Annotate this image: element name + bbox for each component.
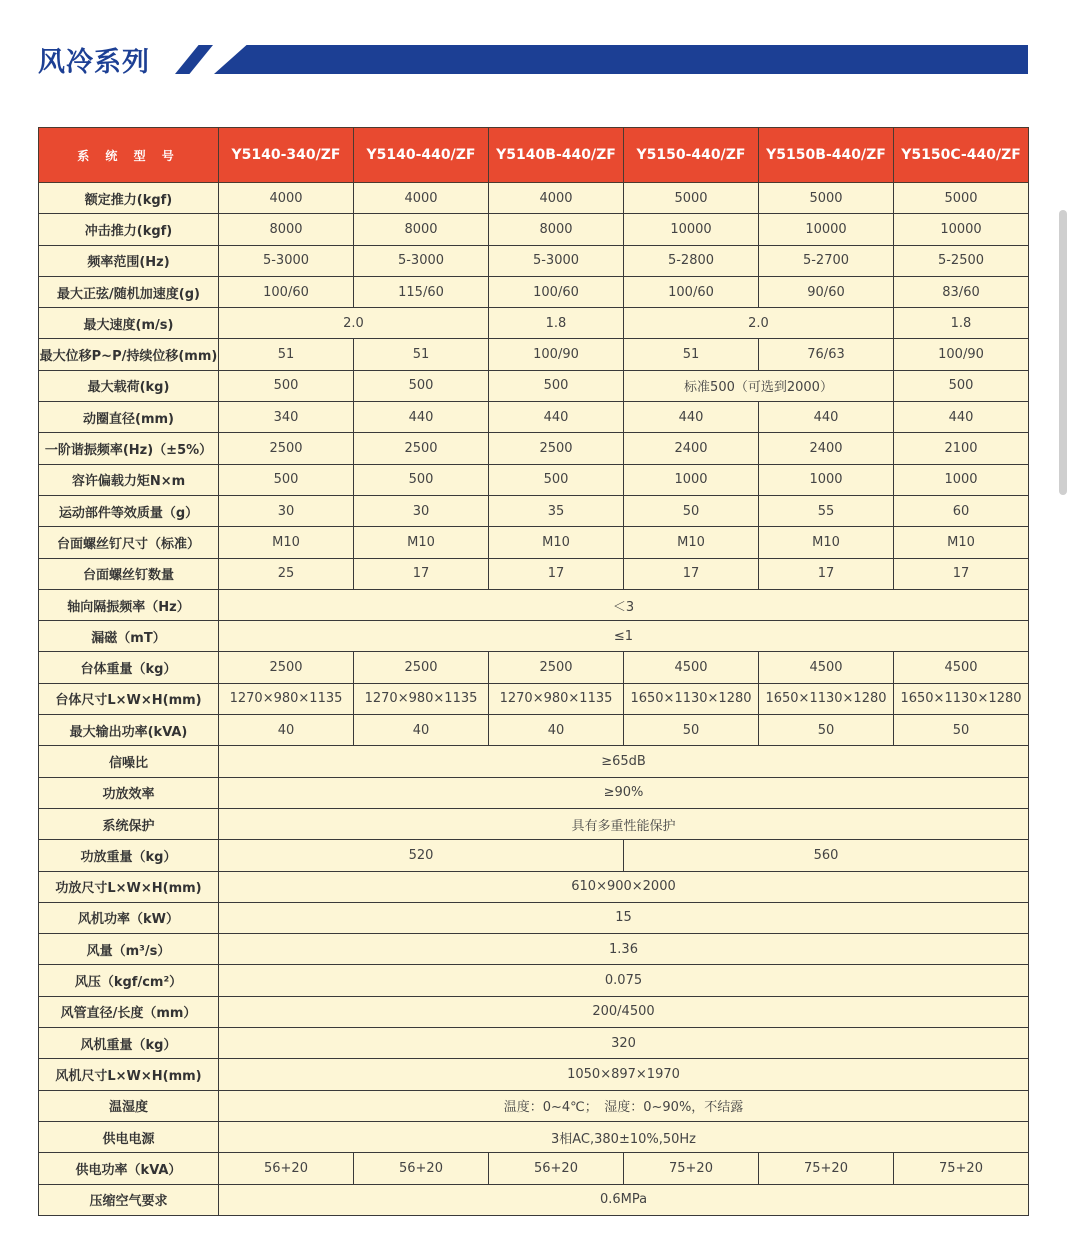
table-cell: 4000 [219,183,354,214]
row-label: 台面螺丝钉数量 [39,558,219,589]
table-cell: 75+20 [894,1153,1029,1184]
table-cell: 10000 [894,214,1029,245]
table-cell: 15 [219,902,1029,933]
spec-table [38,127,1029,1216]
table-cell: 2100 [894,433,1029,464]
table-cell: 320 [219,1028,1029,1059]
table-cell: 1.36 [219,934,1029,965]
table-cell: 75+20 [759,1153,894,1184]
table-cell: 1000 [624,464,759,495]
table-cell: 10000 [624,214,759,245]
row-label: 台体尺寸L×W×H(mm) [39,683,219,714]
table-cell: 1650×1130×1280 [624,683,759,714]
table-row [39,777,1029,808]
table-cell: 500 [219,464,354,495]
table-cell: 17 [624,558,759,589]
table-row [39,715,1029,746]
table-cell: 500 [354,464,489,495]
row-label: 最大输出功率(kVA) [39,715,219,746]
table-cell: 440 [894,402,1029,433]
table-cell: 76/63 [759,339,894,370]
table-row [39,464,1029,495]
table-cell: 51 [219,339,354,370]
header-cell-model: Y5140B-440/ZF [489,128,624,183]
table-row [39,339,1029,370]
table-cell: 2500 [489,433,624,464]
table-cell: 4500 [624,652,759,683]
row-label: 风量（m³/s） [39,934,219,965]
header-cell-model: Y5140-440/ZF [354,128,489,183]
table-cell: 440 [759,402,894,433]
row-label: 最大速度(m/s) [39,308,219,339]
table-cell: 1270×980×1135 [354,683,489,714]
table-row [39,621,1029,652]
title-band-slash [175,45,213,74]
table-body [39,183,1029,1216]
table-cell: 500 [354,370,489,401]
table-cell: 35 [489,495,624,526]
table-cell: M10 [219,527,354,558]
row-label: 一阶谐振频率(Hz)（±5%） [39,433,219,464]
table-row [39,1121,1029,1152]
table-cell: 440 [489,402,624,433]
table-cell: 3相AC,380±10%,50Hz [219,1121,1029,1152]
table-row [39,308,1029,339]
row-label: 漏磁（mT） [39,621,219,652]
table-cell: 100/90 [489,339,624,370]
table-cell: 100/60 [489,276,624,307]
table-cell: 温度：0~4℃； 湿度：0~90%，不结露 [219,1090,1029,1121]
table-row [39,183,1029,214]
table-row [39,1184,1029,1215]
table-cell: 8000 [354,214,489,245]
table-row [39,214,1029,245]
table-cell: 4000 [489,183,624,214]
table-row [39,495,1029,526]
table-cell: 1000 [894,464,1029,495]
row-label: 功放尺寸L×W×H(mm) [39,871,219,902]
table-cell: 50 [759,715,894,746]
table-cell: 440 [354,402,489,433]
table-cell: 0.6MPa [219,1184,1029,1215]
table-cell: 610×900×2000 [219,871,1029,902]
table-cell: 1270×980×1135 [489,683,624,714]
row-label: 温湿度 [39,1090,219,1121]
table-cell: ≥90% [219,777,1029,808]
table-cell: M10 [759,527,894,558]
table-cell: 51 [624,339,759,370]
table-cell: 60 [894,495,1029,526]
row-label: 风压（kgf/cm²） [39,965,219,996]
table-cell: 40 [489,715,624,746]
row-label: 风机尺寸L×W×H(mm) [39,1059,219,1090]
table-cell: 10000 [759,214,894,245]
row-label: 容许偏载力矩N×m [39,464,219,495]
table-cell: M10 [624,527,759,558]
table-cell: 2500 [219,652,354,683]
table-cell: 5-2700 [759,245,894,276]
table-row [39,965,1029,996]
table-cell: 1.8 [894,308,1029,339]
table-cell: ＜3 [219,589,1029,620]
table-cell: 500 [489,370,624,401]
row-label: 供电功率（kVA） [39,1153,219,1184]
table-cell: 8000 [489,214,624,245]
table-header-row [39,128,1029,183]
table-cell: 2400 [624,433,759,464]
table-cell: 5-3000 [219,245,354,276]
table-row [39,1028,1029,1059]
row-label: 风机重量（kg） [39,1028,219,1059]
table-cell: 100/60 [624,276,759,307]
table-cell: 0.075 [219,965,1029,996]
header-cell-model: Y5140-340/ZF [219,128,354,183]
table-cell: 8000 [219,214,354,245]
table-cell: 30 [219,495,354,526]
row-label: 台面螺丝钉尺寸（标准） [39,527,219,558]
row-label: 最大载荷(kg) [39,370,219,401]
table-cell: 2500 [219,433,354,464]
table-cell: 200/4500 [219,996,1029,1027]
table-row [39,746,1029,777]
table-row [39,652,1029,683]
table-row [39,527,1029,558]
table-cell: 100/60 [219,276,354,307]
table-cell: M10 [354,527,489,558]
row-label: 额定推力(kgf) [39,183,219,214]
table-cell: 560 [624,840,1029,871]
table-cell: 2500 [354,433,489,464]
table-cell: 17 [354,558,489,589]
table-row [39,245,1029,276]
table-cell: 500 [219,370,354,401]
header-cell-model-label: 系 统 型 号 [39,128,219,183]
table-cell: 标准500（可选到2000） [624,370,894,401]
table-cell: 4500 [759,652,894,683]
table-row [39,558,1029,589]
row-label: 供电电源 [39,1121,219,1152]
table-cell: 2500 [354,652,489,683]
table-cell: ≥65dB [219,746,1029,777]
table-cell: 5-2500 [894,245,1029,276]
table-cell: 500 [489,464,624,495]
table-row [39,871,1029,902]
table-cell: 17 [759,558,894,589]
header-cell-model: Y5150C-440/ZF [894,128,1029,183]
row-label: 功放效率 [39,777,219,808]
table-cell: 4500 [894,652,1029,683]
table-row [39,902,1029,933]
table-cell: 55 [759,495,894,526]
table-row [39,276,1029,307]
table-row [39,808,1029,839]
table-cell: 2.0 [219,308,489,339]
table-cell: 2.0 [624,308,894,339]
table-cell: 50 [624,495,759,526]
row-label: 动圈直径(mm) [39,402,219,433]
table-cell: 1650×1130×1280 [759,683,894,714]
row-label: 频率范围(Hz) [39,245,219,276]
table-cell: 56+20 [219,1153,354,1184]
page-title: 风冷系列 [38,47,150,78]
table-cell: 50 [624,715,759,746]
table-cell: 5-3000 [489,245,624,276]
table-cell: M10 [489,527,624,558]
table-cell: 1050×897×1970 [219,1059,1029,1090]
table-row [39,433,1029,464]
table-row [39,589,1029,620]
table-cell: 30 [354,495,489,526]
table-row [39,1153,1029,1184]
row-label: 功放重量（kg） [39,840,219,871]
table-row [39,840,1029,871]
row-label: 轴向隔振频率（Hz） [39,589,219,620]
table-row [39,996,1029,1027]
header-cell-model: Y5150-440/ZF [624,128,759,183]
table-cell: 340 [219,402,354,433]
table-cell: 5-2800 [624,245,759,276]
table-cell: 5000 [624,183,759,214]
table-cell: 51 [354,339,489,370]
table-cell: 5000 [759,183,894,214]
table-cell: 40 [219,715,354,746]
table-cell: M10 [894,527,1029,558]
table-row [39,1090,1029,1121]
table-cell: 1270×980×1135 [219,683,354,714]
row-label: 最大正弦/随机加速度(g) [39,276,219,307]
table-cell: 17 [489,558,624,589]
table-cell: 5-3000 [354,245,489,276]
table-cell: 115/60 [354,276,489,307]
header-cell-model: Y5150B-440/ZF [759,128,894,183]
table-cell: 56+20 [489,1153,624,1184]
table-cell: ≤1 [219,621,1029,652]
table-cell: 1000 [759,464,894,495]
table-cell: 40 [354,715,489,746]
table-cell: 83/60 [894,276,1029,307]
row-label: 最大位移P~P/持续位移(mm) [39,339,219,370]
table-cell: 5000 [894,183,1029,214]
table-cell: 17 [894,558,1029,589]
table-row [39,370,1029,401]
row-label: 冲击推力(kgf) [39,214,219,245]
row-label: 风机功率（kW） [39,902,219,933]
row-label: 信噪比 [39,746,219,777]
table-cell: 500 [894,370,1029,401]
table-cell: 25 [219,558,354,589]
table-row [39,683,1029,714]
table-cell: 4000 [354,183,489,214]
table-cell: 50 [894,715,1029,746]
table-row [39,934,1029,965]
table-row [39,1059,1029,1090]
table-cell: 440 [624,402,759,433]
table-cell: 2400 [759,433,894,464]
table-cell: 2500 [489,652,624,683]
table-cell: 具有多重性能保护 [219,808,1029,839]
row-label: 风管直径/长度（mm） [39,996,219,1027]
row-label: 台体重量（kg） [39,652,219,683]
row-label: 运动部件等效质量（g） [39,495,219,526]
table-cell: 1.8 [489,308,624,339]
table-cell: 75+20 [624,1153,759,1184]
title-band [214,45,1028,74]
table-cell: 520 [219,840,624,871]
table-cell: 100/90 [894,339,1029,370]
table-cell: 56+20 [354,1153,489,1184]
scrollbar[interactable] [1059,210,1067,495]
row-label: 系统保护 [39,808,219,839]
table-row [39,402,1029,433]
row-label: 压缩空气要求 [39,1184,219,1215]
table-cell: 1650×1130×1280 [894,683,1029,714]
table-cell: 90/60 [759,276,894,307]
